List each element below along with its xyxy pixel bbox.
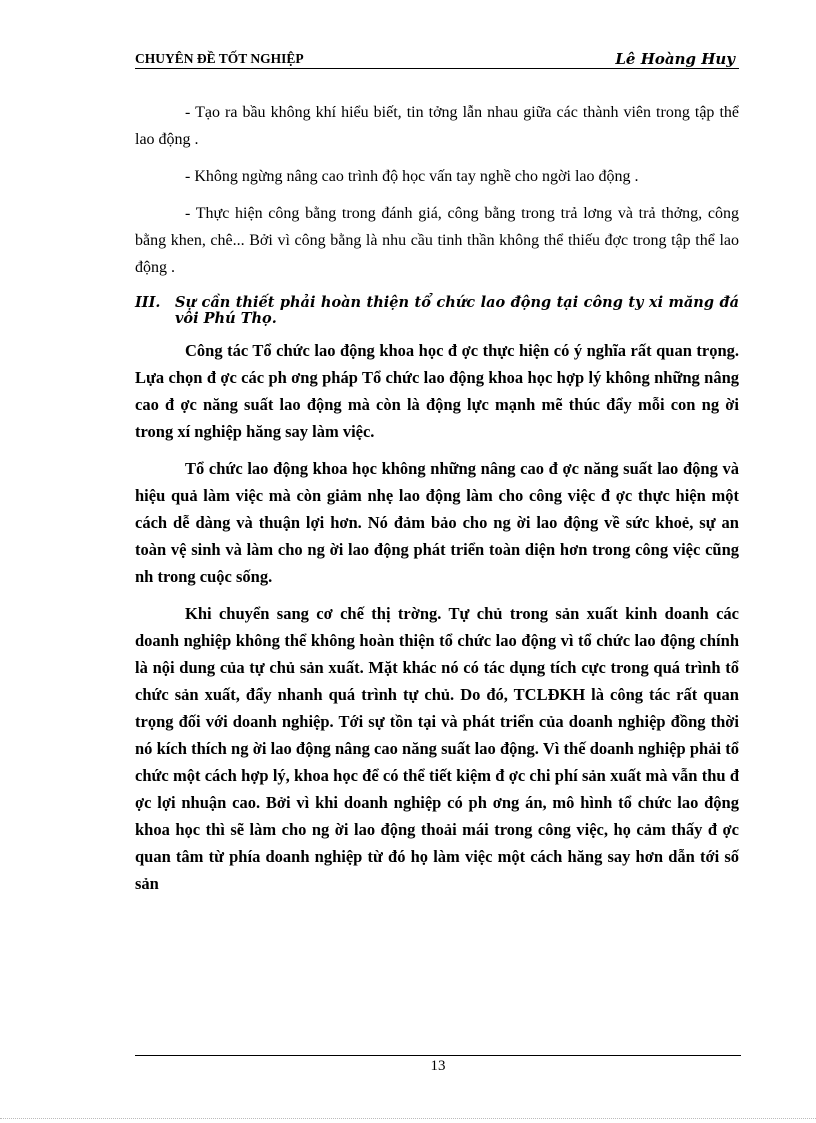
intro-list [135, 99, 739, 281]
header-title: CHUYÊN ĐỀ TỐT NGHIỆP [135, 51, 304, 66]
section-heading [135, 295, 739, 327]
section-title: Sự cần thiết phải hoàn thiện tổ chức lao động tại công ty xi măng đá vôi Phú Thọ. [175, 294, 739, 327]
page-break-line [0, 1118, 816, 1119]
header-author: Lê Hoàng Huy [615, 50, 735, 68]
intro-item: - Không ngừng nâng cao trình độ học vấn tay nghề cho ngời lao động . [185, 168, 639, 185]
body-text [135, 337, 739, 897]
section-number: III. [135, 294, 161, 311]
intro-item: - Thực hiện công bằng trong đánh giá, công bằng trong trả lơng và trả thởng, công bằng khen, chê... Bởi vì công bằng là nhu cầu tinh thần không thể thiếu đợc trong tập thể lao động . [135, 205, 739, 276]
body-paragraph: Tổ chức lao động khoa học không những nâng cao đ ợc năng suất lao động và hiệu quả làm việc mà còn giảm nhẹ lao động làm cho công việc đ ợc thực hiện một cách dễ dàng và thuận lợi hơn. Nó đảm bảo cho ng ời lao động về sức khoẻ, sự an toàn vệ sinh và làm cho ng ời lao động phát triển toàn diện hơn trong công việc cũng nh trong cuộc sống. [135, 459, 739, 586]
intro-item: - Tạo ra bầu không khí hiểu biết, tin tởng lẫn nhau giữa các thành viên trong tập thể lao động . [135, 104, 739, 148]
page-content [135, 99, 739, 897]
body-paragraph: Khi chuyển sang cơ chế thị trờng. Tự chủ trong sản xuất kinh doanh các doanh nghiệp không thể không hoàn thiện tổ chức lao động vì tổ chức lao động chính là nội dung của tự chủ sản xuất. Mặt khác nó có tác dụng tích cực trong quá trình tổ chức sản xuất, đẩy nhanh quá trình tự chủ. Do đó, TCLĐKH là công tác rất quan trọng đối với doanh nghiệp. Tới sự tồn tại và phát triển của doanh nghiệp đồng thời nó kích thích ng ời lao động nâng cao năng suất lao động. Vì thế doanh nghiệp phải tổ chức một cách hợp lý, khoa học để có thể tiết kiệm đ ợc chi phí sản xuất mà vẫn thu đ ợc lợi nhuận cao. Bởi vì khi doanh nghiệp có ph ơng án, mô hình tổ chức lao động khoa học thì sẽ làm cho ng ời lao động thoải mái trong công việc, họ cảm thấy đ ợc quan tâm từ phía doanh nghiệp từ đó họ làm việc một cách hăng say hơn dẫn tới số sản [135, 604, 739, 893]
page-number: 13 [430, 1058, 446, 1074]
body-paragraph: Công tác Tổ chức lao động khoa học đ ợc thực hiện có ý nghĩa rất quan trọng. Lựa chọn đ ợc các ph ơng pháp Tổ chức lao động khoa học hợp lý không những nâng cao đ ợc năng suất lao động mà còn là động lực mạnh mẽ thúc đẩy mỗi con ng ời trong xí nghiệp hăng say làm việc. [135, 341, 739, 441]
page-header [135, 50, 739, 69]
footer-divider [135, 1055, 741, 1056]
